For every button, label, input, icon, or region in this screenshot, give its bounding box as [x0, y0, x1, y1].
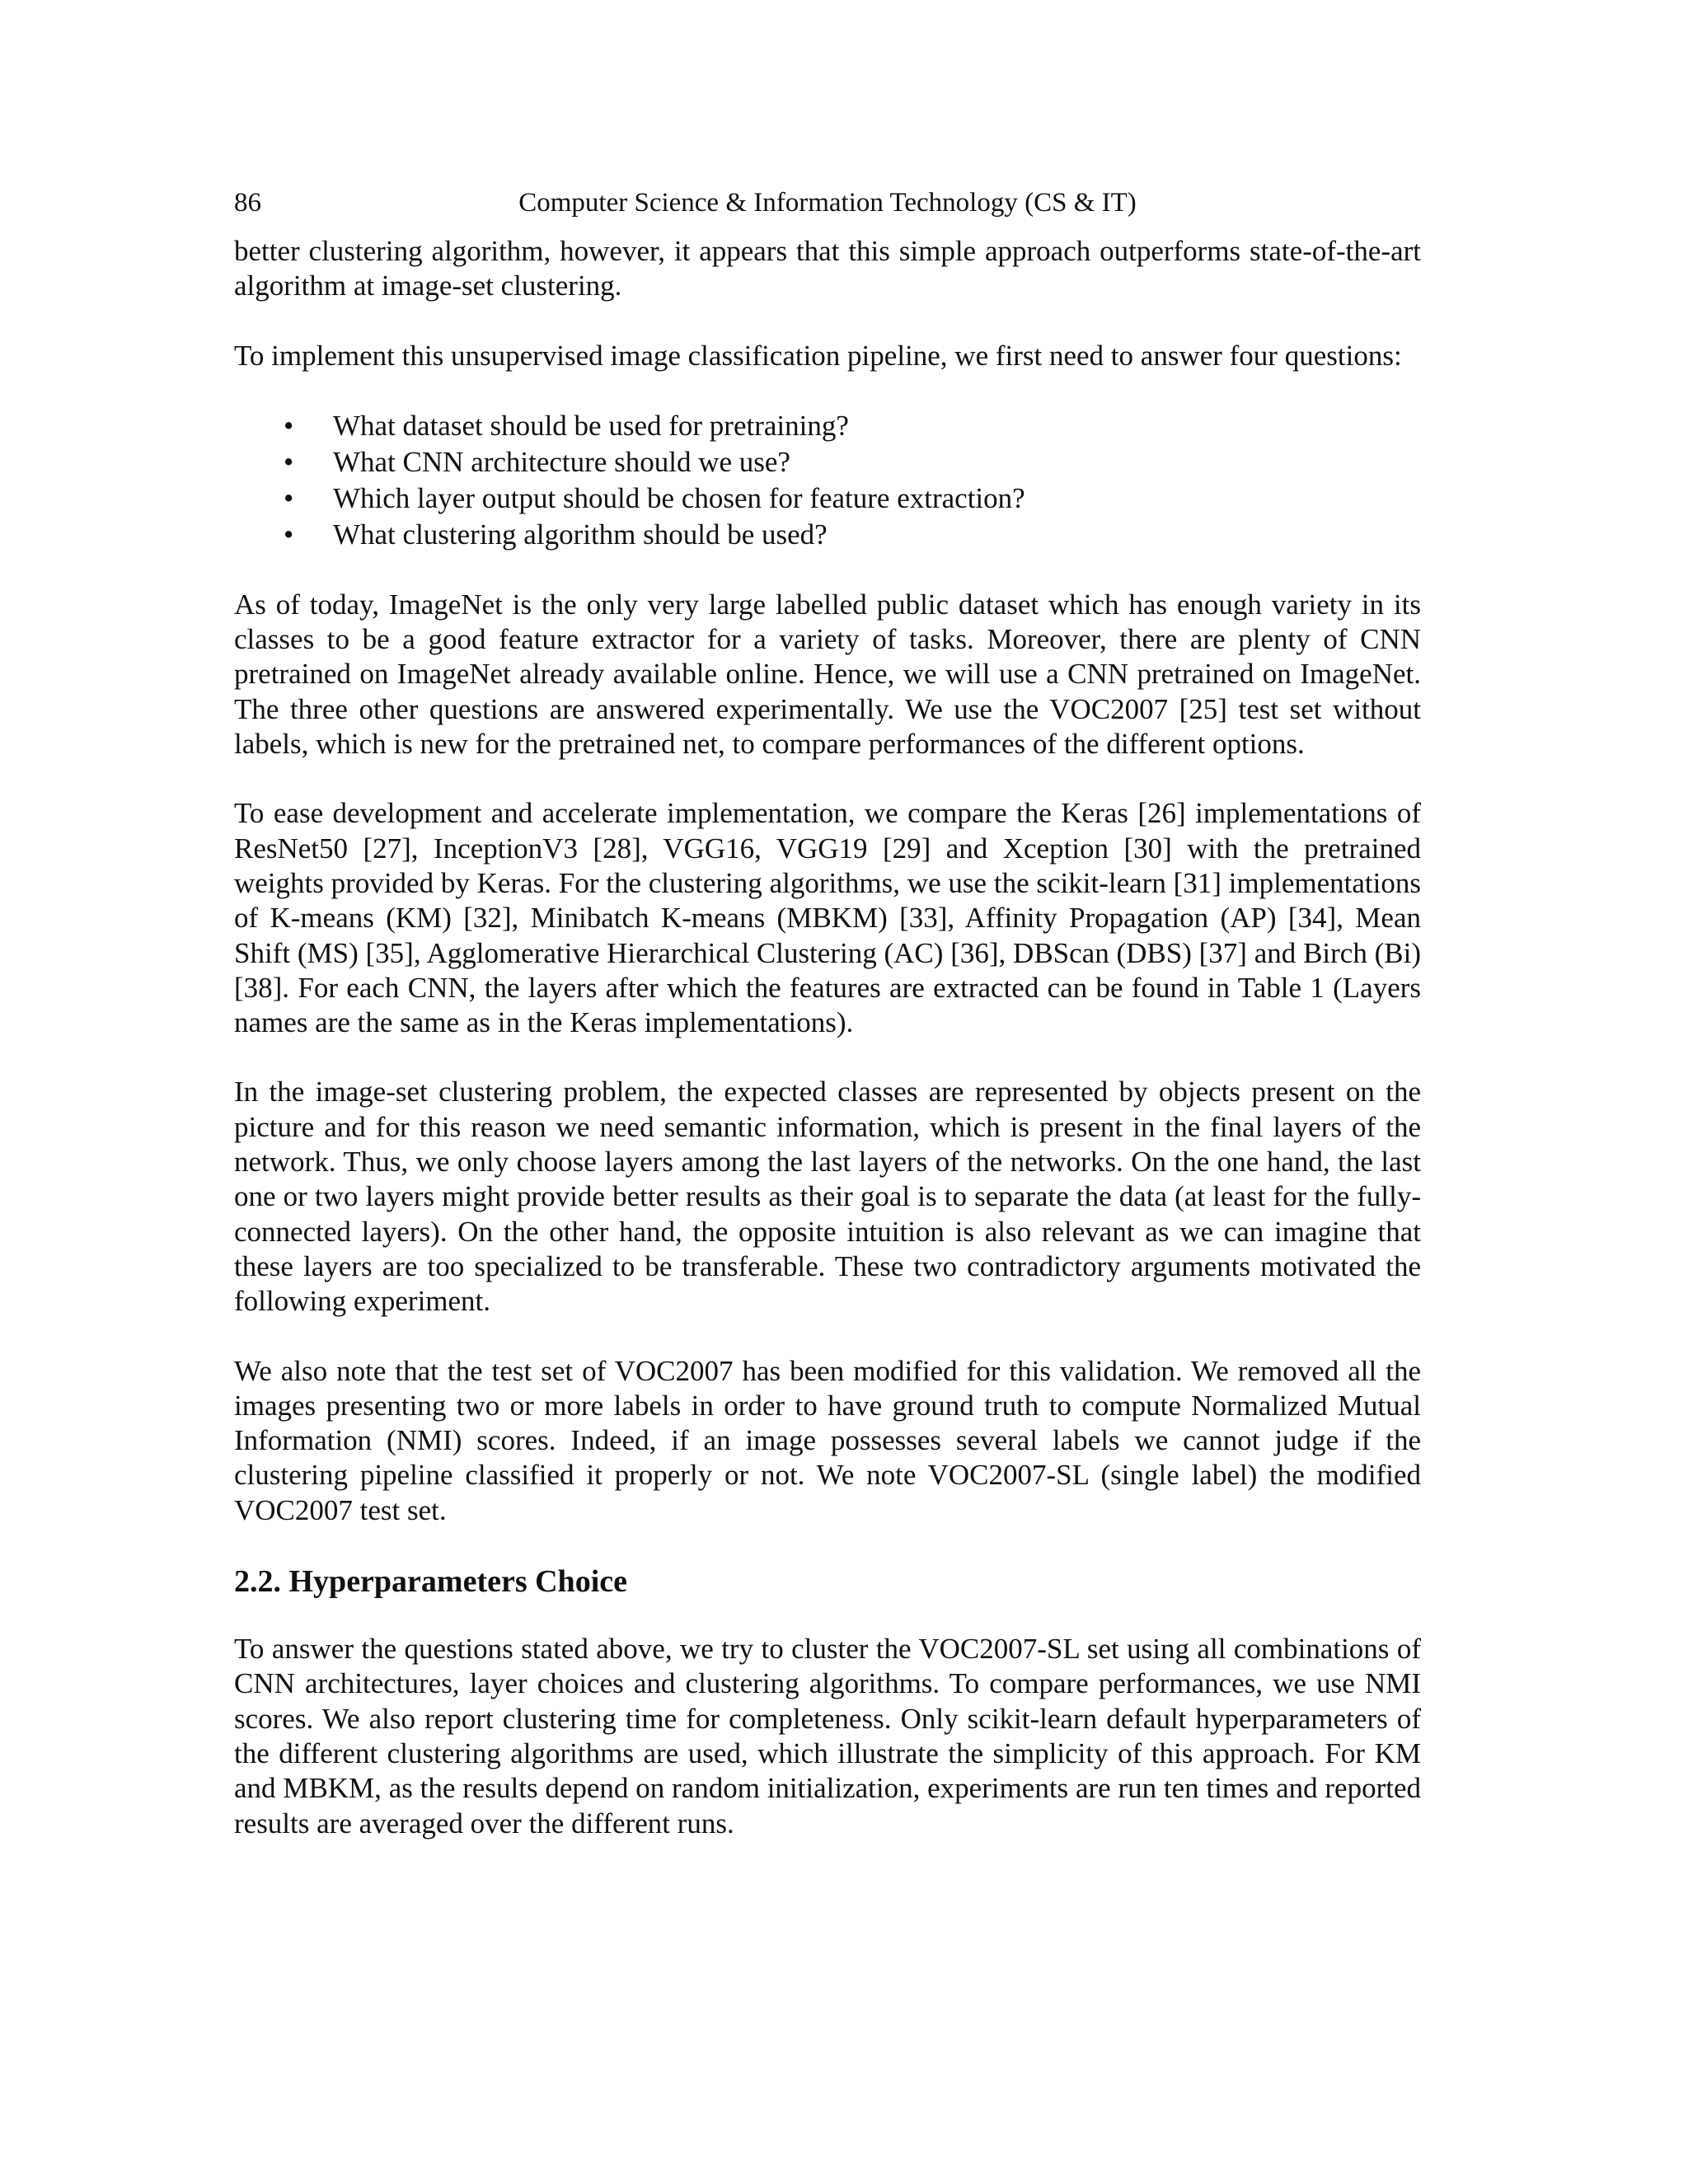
list-item-text: What CNN architecture should we use? [333, 445, 790, 478]
bullet-icon: • [284, 481, 294, 514]
paragraph-voc2007-sl: We also note that the test set of VOC2007 has been modified for this validation. We removed all the images presenting two or more labels in order to have ground truth to compute Normalized Mutual Information (NMI) scores. Indeed, if an image possesses several labels we cannot judge if the clustering pipeline classified it properly or not. We note VOC2007-SL (single label) the modified VOC2007 test set. [234, 1354, 1421, 1526]
list-item-text: What clustering algorithm should be used? [333, 518, 828, 551]
paragraph-imagenet: As of today, ImageNet is the only very large labelled public dataset which has enough variety in its classes to be a good feature extractor for a variety of tasks. Moreover, there are plenty of CNN pretrained on ImageNet already available online. Hence, we will use a CNN pretrained on ImageNet. The three other questions are answered experimentally. We use the VOC2007 [25] test set without labels, which is new for the pretrained net, to compare performances of the different options. [234, 588, 1421, 761]
page-number: 86 [234, 188, 261, 218]
section-heading: 2.2. Hyperparameters Choice [234, 1564, 627, 1600]
list-item [284, 408, 1421, 444]
journal-title: Computer Science & Information Technology (CS & IT) [518, 188, 1137, 218]
paragraph-continued: better clustering algorithm, however, it appears that this simple approach outperforms state-of-the-art algorithm at image-set clustering. [234, 235, 1421, 302]
paragraph-hyperparameters: To answer the questions stated above, we try to cluster the VOC2007-SL set using all combinations of CNN architectures, layer choices and clustering algorithms. To compare performances, we use NMI scores. We also report clustering time for completeness. Only scikit-learn default hyperparameters of the different clustering algorithms are used, which illustrate the simplicity of this approach. For KM and MBKM, as the results depend on random initialization, experiments are run ten times and reported results are averaged over the different runs. [234, 1633, 1421, 1840]
paragraph-keras-implementations: To ease development and accelerate implementation, we compare the Keras [26] implementations of ResNet50 [27], InceptionV3 [28], VGG16, VGG19 [29] and Xception [30] with the pretrained weights provided by Keras. For the clustering algorithms, we use the scikit-learn [31] implementations of K-means (KM) [32], Minibatch K-means (MBKM) [33], Affinity Propagation (AP) [34], Mean Shift (MS) [35], Agglomerative Hierarchical Clustering (AC) [36], DBScan (DBS) [37] and Birch (Bi) [38]. For each CNN, the layers after which the features are extracted can be found in Table 1 (Layers names are the same as in the Keras implementations). [234, 797, 1421, 1039]
running-header [234, 183, 1421, 223]
list-item-text: What dataset should be used for pretraining? [333, 409, 849, 442]
list-item [284, 444, 1421, 480]
body-text [234, 234, 1421, 1876]
paragraph-semantic-layers: In the image-set clustering problem, the expected classes are represented by objects present on the picture and for this reason we need semantic information, which is present in the final layers of the network. Thus, we only choose layers among the last layers of the networks. On the one hand, the last one or two layers might provide better results as their goal is to separate the data (at least for the fully-connected layers). On the other hand, the opposite intuition is also relevant as we can imagine that these layers are too specialized to be transferable. These two contradictory arguments motivated the following experiment. [234, 1076, 1421, 1318]
list-item [284, 517, 1421, 553]
bullet-icon: • [284, 409, 294, 442]
bullet-icon: • [284, 445, 294, 478]
list-item-text: Which layer output should be chosen for feature extraction? [333, 481, 1025, 514]
paragraph-pipeline-intro: To implement this unsupervised image classification pipeline, we first need to answer four questions: [234, 339, 1402, 372]
list-item [284, 480, 1421, 517]
questions-list [234, 408, 1421, 553]
bullet-icon: • [284, 518, 294, 551]
